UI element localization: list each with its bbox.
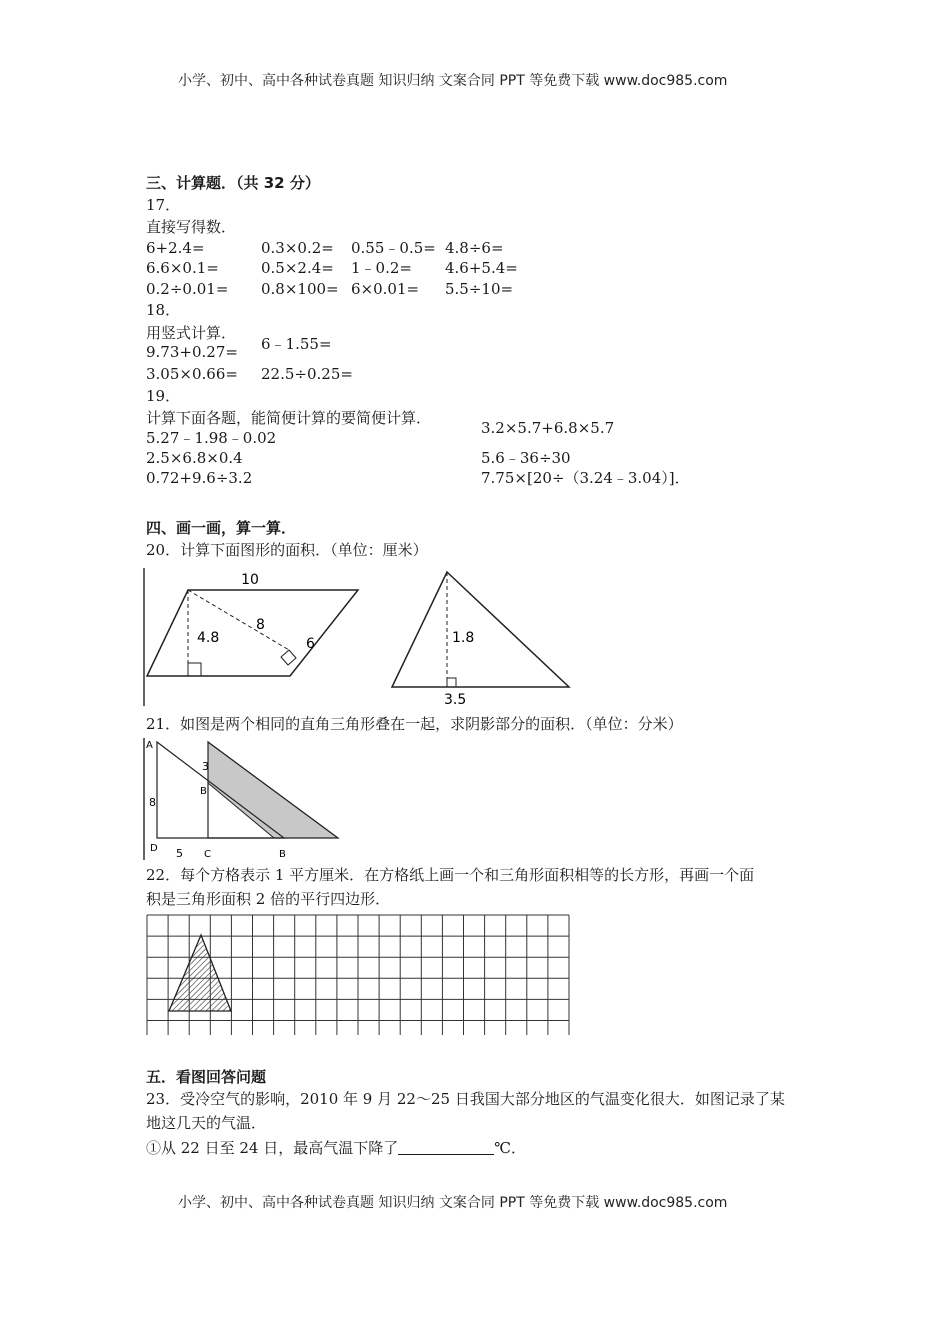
q17-item: 5.5÷10= (445, 280, 514, 298)
q21-label-b: B (200, 786, 207, 797)
q18-item: 9.73+0.27= (146, 343, 238, 361)
q17-item: 0.5×2.4= (261, 259, 334, 277)
section-4-title: 四、画一画，算一算． (146, 519, 297, 537)
q22-grid (145, 913, 573, 1035)
q17-number: 17． (146, 196, 181, 214)
q17-item: 6.6×0.1= (146, 259, 219, 277)
q17-item: 4.6+5.4= (445, 259, 518, 277)
q21-text: 21．如图是两个相同的直角三角形叠在一起，求阴影部分的面积．（单位：分米） (146, 715, 683, 733)
q20-figures (140, 566, 580, 708)
q19-item: 5.27﹣1.98﹣0.02 (146, 429, 277, 447)
q20-label-height: 4.8 (197, 630, 220, 646)
q19-item: 3.2×5.7+6.8×5.7 (481, 419, 615, 437)
q18-item: 22.5÷0.25= (261, 365, 353, 383)
q17-item: 1﹣0.2= (351, 259, 412, 277)
q17-item: 0.3×0.2= (261, 239, 334, 257)
q19-item: 5.6﹣36÷30 (481, 449, 571, 467)
q20-triangle (392, 572, 569, 687)
q20-triangle-right-angle (447, 678, 456, 687)
q19-item: 0.72+9.6÷3.2 (146, 469, 253, 487)
q19-item: 7.75×[20÷（3.24﹣3.04）]． (481, 469, 690, 487)
q19-instruction: 计算下面各题，能简便计算的要简便计算． (146, 409, 432, 427)
q19-item: 2.5×6.8×0.4 (146, 449, 243, 467)
q20-triangle-label-base: 3.5 (444, 692, 467, 708)
q21-label-3: 3 (202, 760, 209, 773)
q20-label-side: 6 (306, 636, 315, 652)
q20-parallelogram (147, 590, 358, 676)
q18-item: 3.05×0.66= (146, 365, 238, 383)
q22-hatched-triangle (169, 935, 231, 1011)
q18-number: 18． (146, 301, 181, 319)
q17-item: 0.8×100= (261, 280, 339, 298)
q23-sub-1-prefix: ①从 22 日至 24 日，最高气温下降了 (146, 1139, 399, 1157)
q23-line-1: 23．受冷空气的影响，2010 年 9 月 22～25 日我国大部分地区的气温变化很大．如图记录了某 (146, 1090, 785, 1108)
q23-sub-1-suffix: ℃． (494, 1139, 527, 1157)
q20-right-angle-mark-2 (281, 650, 296, 665)
q17-instruction: 直接写得数． (146, 218, 237, 236)
q21-figure (140, 736, 350, 862)
q17-item: 6+2.4= (146, 239, 205, 257)
q20-triangle-label-height: 1.8 (452, 630, 475, 646)
q21-label-8: 8 (149, 796, 156, 809)
q21-label-d: D (150, 843, 158, 854)
q22-line-1: 22．每个方格表示 1 平方厘米．在方格纸上画一个和三角形面积相等的长方形，再画一个面 (146, 866, 755, 884)
q20-label-top: 10 (241, 572, 259, 588)
q17-item: 0.2÷0.01= (146, 280, 229, 298)
q20-label-diagonal: 8 (256, 617, 265, 633)
section-5-title: 五．看图回答问题 (146, 1068, 267, 1086)
page-footer: 小学、初中、高中各种试卷真题 知识归纳 文案合同 PPT 等免费下载 www.doc985.com (178, 1195, 728, 1211)
q18-instruction: 用竖式计算． (146, 324, 237, 342)
q21-label-a: A (146, 740, 153, 751)
q19-number: 19． (146, 387, 181, 405)
q20-right-angle-mark (188, 663, 201, 676)
q17-item: 6×0.01= (351, 280, 420, 298)
q22-line-2: 积是三角形面积 2 倍的平行四边形． (146, 890, 391, 908)
q17-item: 0.55﹣0.5= (351, 239, 436, 257)
q23-sub-1 (146, 1138, 526, 1158)
q17-item: 4.8÷6= (445, 239, 504, 257)
q20-text: 20．计算下面图形的面积．（单位：厘米） (146, 541, 428, 559)
q21-label-c: C (204, 849, 211, 860)
q21-label-5: 5 (176, 847, 183, 860)
q18-item: 6﹣1.55= (261, 335, 332, 353)
q23-line-2: 地这几天的气温． (146, 1114, 267, 1132)
q21-label-e: B (279, 849, 286, 860)
page-header: 小学、初中、高中各种试卷真题 知识归纳 文案合同 PPT 等免费下载 www.doc985.com (178, 73, 728, 89)
answer-blank[interactable] (398, 1140, 494, 1155)
section-3-title: 三、计算题．（共 32 分） (146, 174, 320, 192)
